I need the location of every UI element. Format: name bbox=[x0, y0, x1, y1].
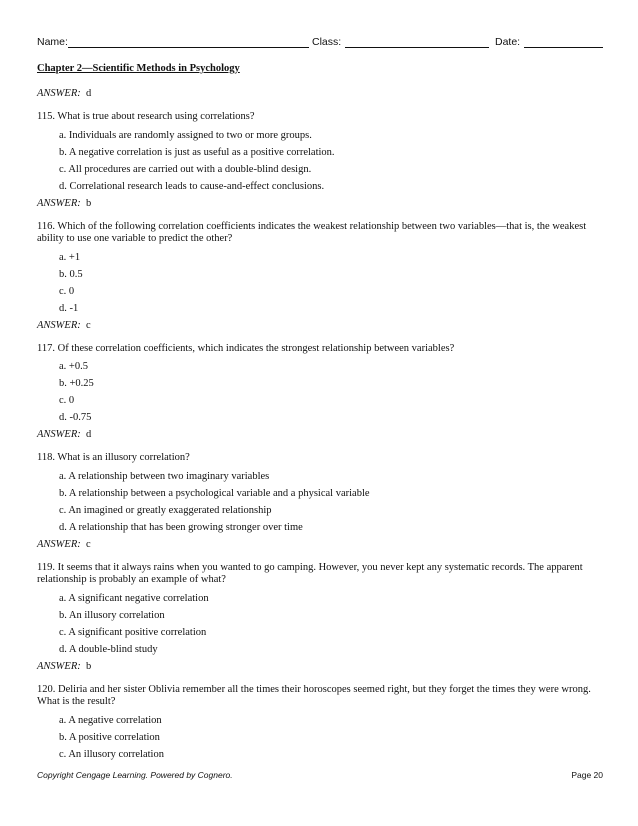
page-footer bbox=[37, 770, 603, 784]
answer-label: ANSWER: bbox=[37, 319, 81, 331]
answer-option: b. +0.25 bbox=[59, 378, 94, 389]
answer-label: ANSWER: bbox=[37, 429, 81, 440]
answer-line bbox=[37, 195, 603, 212]
answer-option: a. A negative correlation bbox=[59, 714, 162, 726]
question-text: 120. Deliria and her sister Oblivia remember all the times their horoscopes seemed right, but they forget the times they were wrong. What is the result? bbox=[37, 683, 591, 707]
date-label: Date: bbox=[495, 36, 521, 48]
document-body bbox=[37, 58, 603, 763]
question-text: 115. What is true about research using correlations? bbox=[37, 111, 255, 122]
class-field-line[interactable] bbox=[345, 47, 489, 48]
question-block bbox=[37, 111, 603, 212]
class-label: Class: bbox=[312, 36, 342, 48]
answer-option: a. +0.5 bbox=[59, 361, 88, 372]
answer-option: d. A relationship that has been growing stronger over time bbox=[59, 521, 303, 533]
question-block bbox=[37, 221, 603, 334]
student-info-header bbox=[37, 36, 603, 52]
answer-option: d. Correlational research leads to cause-and-effect conclusions. bbox=[59, 180, 325, 192]
answer-value: b bbox=[86, 660, 92, 672]
answer-option: c. 0 bbox=[59, 395, 75, 406]
answer-option: c. 0 bbox=[59, 285, 75, 297]
answer-option: a. Individuals are randomly assigned to two or more groups. bbox=[59, 129, 312, 141]
date-field-line[interactable] bbox=[524, 47, 603, 48]
answer-option: b. A negative correlation is just as useful as a positive correlation. bbox=[59, 146, 335, 158]
question-text: 117. Of these correlation coefficients, which indicates the strongest relationship between variables? bbox=[37, 342, 455, 354]
answer-option: a. A relationship between two imaginary variables bbox=[59, 470, 270, 482]
question-block bbox=[37, 343, 603, 444]
question-block bbox=[37, 562, 603, 675]
answer-value: c bbox=[86, 538, 91, 550]
question-text: 119. It seems that it always rains when you wanted to go camping. However, you never kept any systematic records. The apparent relationship is probably an example of what? bbox=[37, 561, 583, 585]
question-text: 116. Which of the following correlation coefficients indicates the weakest relationship between two variables—that is, the weakest ability to use one variable to predict the other? bbox=[37, 220, 587, 244]
answer-option: c. All procedures are carried out with a double-blind design. bbox=[59, 163, 312, 175]
name-label: Name: bbox=[37, 36, 68, 48]
name-field-line[interactable] bbox=[68, 47, 309, 48]
answer-option: d. -0.75 bbox=[59, 412, 92, 423]
answer-line bbox=[37, 317, 603, 334]
answer-line bbox=[37, 85, 603, 102]
answer-label: ANSWER: bbox=[37, 88, 81, 99]
answer-option: d. A double-blind study bbox=[59, 643, 158, 655]
answer-value: d bbox=[86, 88, 92, 99]
answer-option: b. 0.5 bbox=[59, 268, 83, 280]
question-block bbox=[37, 684, 603, 763]
answer-option: c. A significant positive correlation bbox=[59, 626, 207, 638]
answer-option: d. -1 bbox=[59, 302, 79, 314]
question-text: 118. What is an illusory correlation? bbox=[37, 452, 190, 463]
answer-label: ANSWER: bbox=[37, 538, 81, 550]
answer-option: a. A significant negative correlation bbox=[59, 592, 209, 604]
answer-option: b. A relationship between a psychological variable and a physical variable bbox=[59, 487, 370, 499]
page-number: Page 20 bbox=[571, 770, 603, 780]
answer-option: c. An imagined or greatly exaggerated relationship bbox=[59, 504, 272, 516]
answer-value: d bbox=[86, 429, 92, 440]
question-block bbox=[37, 452, 603, 553]
answer-label: ANSWER: bbox=[37, 197, 81, 209]
answer-option: b. A positive correlation bbox=[59, 731, 160, 743]
answer-line bbox=[37, 536, 603, 553]
answer-option: a. +1 bbox=[59, 251, 81, 263]
chapter-title: Chapter 2—Scientific Methods in Psychology bbox=[37, 63, 240, 74]
answer-label: ANSWER: bbox=[37, 660, 81, 672]
copyright-text: Copyright Cengage Learning. Powered by Cognero. bbox=[37, 770, 233, 780]
answer-line bbox=[37, 426, 603, 443]
question-list bbox=[37, 111, 603, 763]
answer-value: b bbox=[86, 197, 92, 209]
answer-option: b. An illusory correlation bbox=[59, 609, 165, 621]
answer-option: c. An illusory correlation bbox=[59, 748, 164, 760]
answer-value: c bbox=[86, 319, 91, 331]
answer-line bbox=[37, 658, 603, 675]
